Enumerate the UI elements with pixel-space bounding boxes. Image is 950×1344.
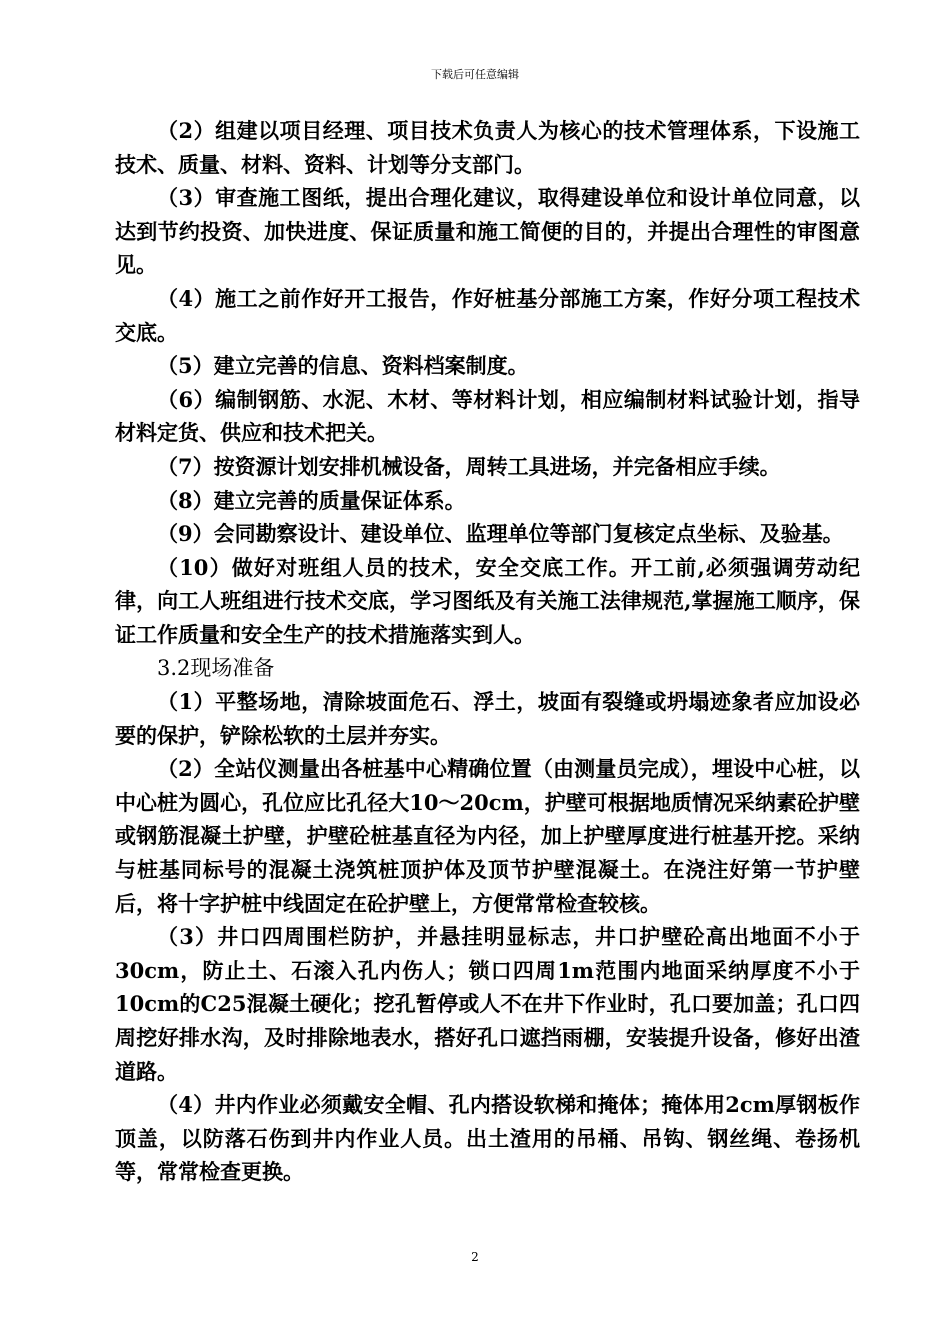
section-paragraph-3: （3）井口四周围栏防护，并悬挂明显标志，井口护壁砼高出地面不小于30cm，防止土、石滚入孔内伤人；锁口四周1m范围内地面采纳厚度不小于10cm的C25混凝土硬化；挖孔暂停或人不在井下作业时，孔口要加盖；孔口四周挖好排水沟，及时排除地表水，搭好孔口遮挡雨棚，安装提升设备，修好出渣道路。 xyxy=(115,924,860,1084)
paragraph-item-3: （3）审查施工图纸，提出合理化建议，取得建设单位和设计单位同意，以达到节约投资、加快进度、保证质量和施工简便的目的，并提出合理性的审图意见。 xyxy=(115,185,860,278)
paragraph-item-6: （6）编制钢筋、水泥、木材、等材料计划，相应编制材料试验计划，指导材料定货、供应和技术把关。 xyxy=(115,386,860,446)
document-body xyxy=(115,114,860,1189)
paragraph-item-10: （10）做好对班组人员的技术，安全交底工作。开工前,必须强调劳动纪律，向工人班组进行技术交底，学习图纸及有关施工法律规范,掌握施工顺序，保证工作质量和安全生产的技术措施落实到人。 xyxy=(115,554,860,647)
section-paragraph-1: （1）平整场地，清除坡面危石、浮土，坡面有裂缝或坍塌迹象者应加设必要的保护，铲除松软的土层并夯实。 xyxy=(115,689,860,748)
section-paragraph-4: （4）井内作业必须戴安全帽、孔内搭设软梯和掩体；掩体用2cm厚钢板作顶盖，以防落石伤到井内作业人员。出土渣用的吊桶、吊钩、钢丝绳、卷扬机等，常常检查更换。 xyxy=(115,1092,860,1185)
section-paragraph-2: （2）全站仪测量出各桩基中心精确位置（由测量员完成），埋设中心桩，以中心桩为圆心，孔位应比孔径大10～20cm，护壁可根据地质情况采纳素砼护壁或钢筋混凝土护壁，护壁砼桩基直径为内径，加上护壁厚度进行桩基开挖。采纳与桩基同标号的混凝土浇筑桩顶护体及顶节护壁混凝土。在浇注好第一节护壁后，将十字护桩中线固定在砼护壁上，方便常常检查较核。 xyxy=(115,756,860,916)
section-heading: 3.2现场准备 xyxy=(157,655,275,680)
page-header: 下载后可任意编辑 xyxy=(431,68,519,81)
paragraph-item-2: （2）组建以项目经理、项目技术负责人为核心的技术管理体系，下设施工技术、质量、材料、资料、计划等分支部门。 xyxy=(115,118,860,177)
paragraph-item-9: （9）会同勘察设计、建设单位、监理单位等部门复核定点坐标、及验基。 xyxy=(157,521,844,547)
page-number: 2 xyxy=(471,1250,479,1264)
paragraph-item-7: （7）按资源计划安排机械设备，周转工具进场，并完备相应手续。 xyxy=(157,453,781,479)
paragraph-item-8: （8）建立完善的质量保证体系。 xyxy=(157,487,466,513)
paragraph-item-5: （5）建立完善的信息、资料档案制度。 xyxy=(157,353,529,379)
paragraph-item-4: （4）施工之前作好开工报告，作好桩基分部施工方案，作好分项工程技术交底。 xyxy=(115,285,860,345)
